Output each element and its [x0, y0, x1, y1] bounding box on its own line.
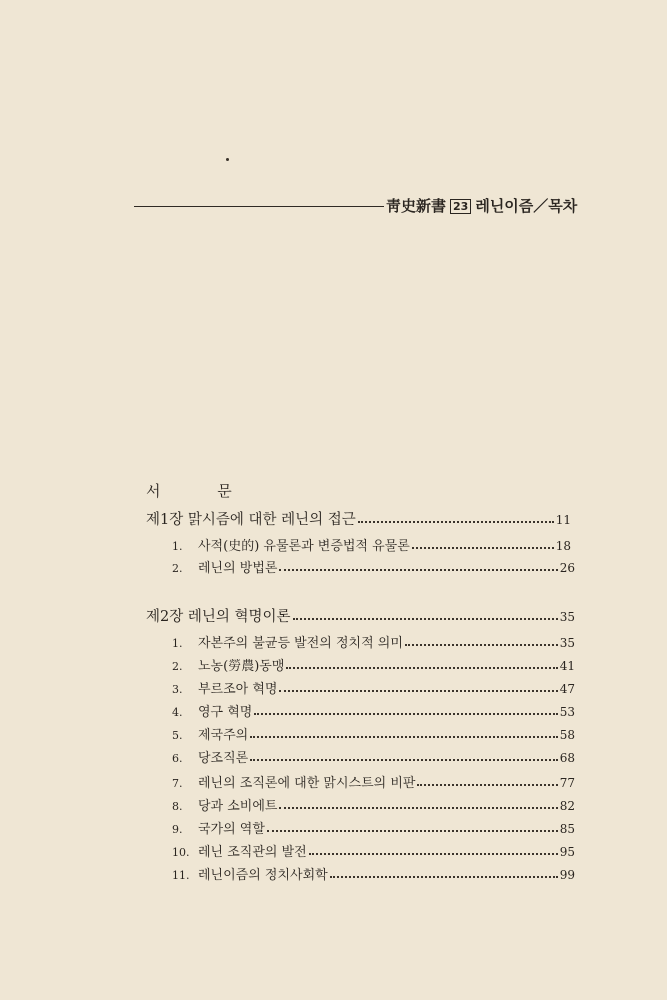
- section-title: 레닌 조직관의 발전: [198, 845, 307, 860]
- series-name: 靑史新書: [386, 197, 447, 215]
- toc-section: [172, 818, 575, 837]
- section-number: 2.: [172, 562, 183, 575]
- section-title: 레닌이즘의 정치사회학: [198, 868, 328, 883]
- page-number: 85: [559, 822, 575, 836]
- dot-leader: [405, 643, 558, 646]
- section-title: 부르조아 혁명: [198, 682, 278, 697]
- page-number: 35: [559, 636, 575, 650]
- page-number: 53: [559, 705, 575, 719]
- section-number: 1.: [172, 540, 183, 553]
- section-title: 레닌의 조직론에 대한 맑시스트의 비판: [198, 776, 416, 791]
- toc-section: [172, 535, 571, 554]
- section-title: 제국주의: [198, 728, 249, 743]
- toc-chapter-2: [146, 605, 575, 626]
- toc-section: [172, 655, 575, 674]
- section-number: 11.: [172, 869, 190, 882]
- section-number: 2.: [172, 660, 183, 673]
- section-number: 6.: [172, 752, 183, 765]
- preface-heading: 서 문: [146, 482, 258, 500]
- chapter-title: 제1장 맑시즘에 대한 레닌의 접근: [146, 512, 356, 528]
- section-number: 7.: [172, 777, 183, 790]
- section-number: 1.: [172, 637, 183, 650]
- dot-leader: [330, 875, 558, 878]
- toc-section: [172, 747, 575, 766]
- section-number: 4.: [172, 706, 183, 719]
- page-number: 18: [555, 539, 571, 553]
- page-number: 58: [559, 728, 575, 742]
- dot-leader: [279, 806, 557, 809]
- page-number: 95: [559, 845, 575, 859]
- page-number: 26: [559, 561, 575, 575]
- toc-chapter-1: [146, 508, 571, 529]
- page-number: 11: [555, 513, 571, 527]
- section-number: 3.: [172, 683, 183, 696]
- section-title: 당과 소비에트: [198, 799, 278, 814]
- section-title: 국가의 역할: [198, 822, 265, 837]
- section-title: 사적(史的) 유물론과 변증법적 유물론: [198, 539, 410, 554]
- toc-section: [172, 557, 575, 576]
- toc-section: [172, 864, 575, 883]
- dot-leader: [417, 783, 557, 786]
- page-number: 41: [559, 659, 575, 673]
- page-number: 82: [559, 799, 575, 813]
- section-number: 10.: [172, 846, 190, 859]
- page-number: 68: [559, 751, 575, 765]
- toc-section: [172, 701, 575, 720]
- dot-leader: [286, 666, 557, 669]
- toc-section: [172, 724, 575, 743]
- dot-leader: [279, 568, 557, 571]
- running-header: [386, 195, 577, 216]
- page-number: 77: [559, 776, 575, 790]
- section-title: 영구 혁명: [198, 705, 253, 720]
- section-number: 8.: [172, 800, 183, 813]
- page-number: 35: [559, 610, 575, 624]
- page-number: 47: [559, 682, 575, 696]
- page-number: 99: [559, 868, 575, 882]
- section-title: 당조직론: [198, 751, 249, 766]
- toc-section: [172, 678, 575, 697]
- section-number: 9.: [172, 823, 183, 836]
- toc-section: [172, 841, 575, 860]
- volume-number: 23: [450, 199, 471, 214]
- section-title: 자본주의 불균등 발전의 정치적 의미: [198, 636, 403, 651]
- book-title: 레닌이즘／목차: [475, 197, 578, 215]
- ink-speck: [226, 158, 229, 161]
- toc-section: [172, 632, 575, 651]
- dot-leader: [250, 758, 557, 761]
- dot-leader: [267, 829, 558, 832]
- toc-section: [172, 795, 575, 814]
- dot-leader: [412, 546, 554, 549]
- header-rule: [134, 206, 384, 207]
- dot-leader: [309, 852, 558, 855]
- dot-leader: [250, 735, 557, 738]
- toc-section: [172, 772, 575, 791]
- section-number: 5.: [172, 729, 183, 742]
- dot-leader: [254, 712, 557, 715]
- dot-leader: [279, 689, 557, 692]
- dot-leader: [293, 617, 558, 620]
- section-title: 노농(勞農)동맹: [198, 659, 285, 674]
- section-title: 레닌의 방법론: [198, 561, 278, 576]
- dot-leader: [358, 520, 554, 523]
- chapter-title: 제2장 레닌의 혁명이론: [146, 609, 291, 625]
